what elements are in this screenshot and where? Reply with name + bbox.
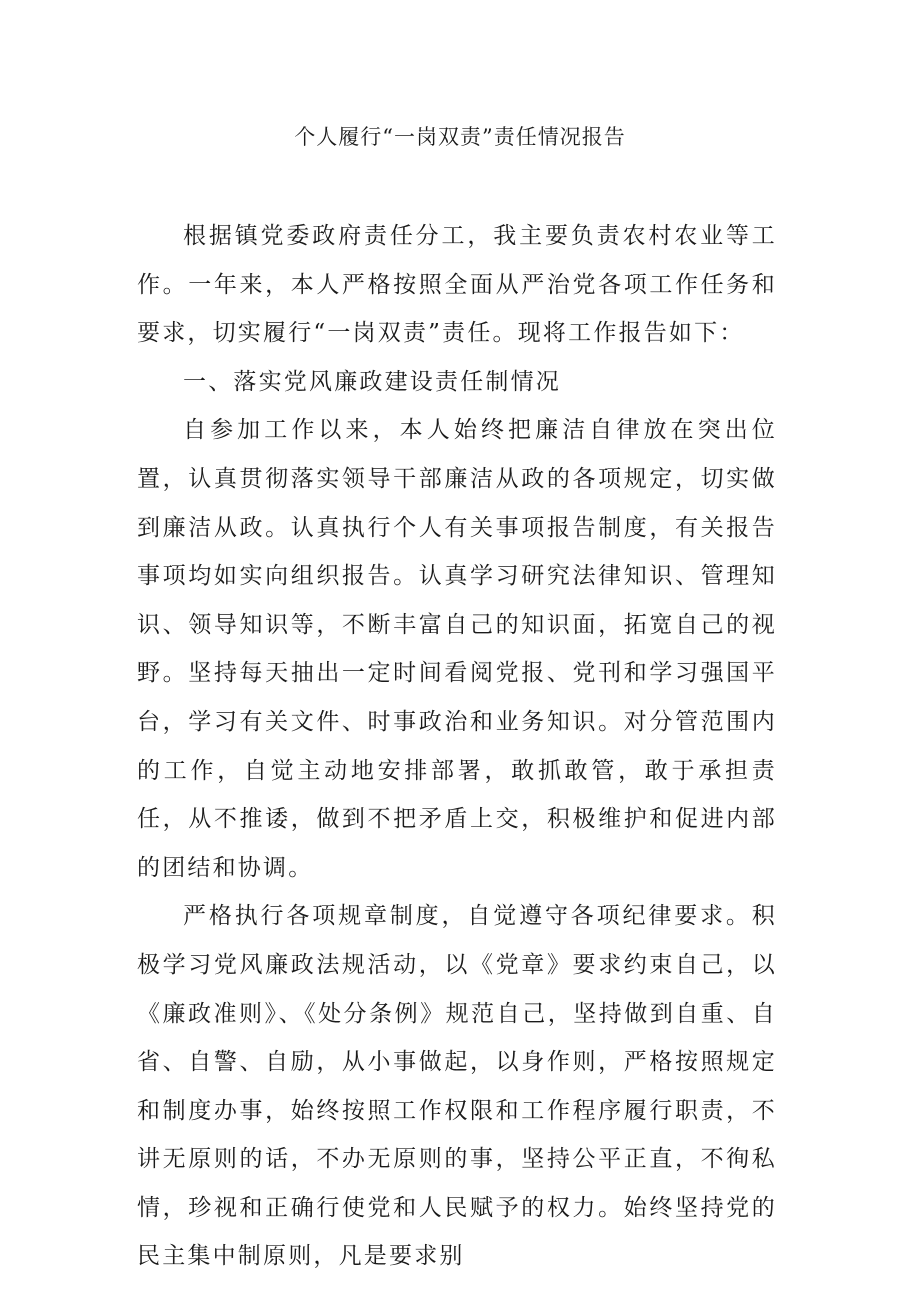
paragraph-rules: 严格执行各项规章制度，自觉遵守各项纪律要求。积极学习党风廉政法规活动，以《党章》要求约束自己，以《廉政准则》、《处分条例》规范自己，坚持做到自重、自省、自警、自励，从小事做起，以身作则，严格按照规定和制度办事，始终按照工作权限和工作程序履行职责，不讲无原则的话，不办无原则的事，坚持公平正直，不徇私情，珍视和正确行使党和人民赋予的权力。始终坚持党的民主集中制原则，凡是要求别 <box>137 903 777 1270</box>
section-heading: 一、落实党风廉政建设责任制情况 <box>183 368 561 395</box>
paragraph-self-discipline: 自参加工作以来，本人始终把廉洁自律放在突出位置，认真贯彻落实领导干部廉洁从政的各项规定，切实做到廉洁从政。认真执行个人有关事项报告制度，有关报告事项均如实向组织报告。认真学习研究法律知识、管理知识、领导知识等，不断丰富自己的知识面，拓宽自己的视野。坚持每天抽出一定时间看阅党报、党刊和学习强国平台，学习有关文件、时事政治和业务知识。对分管范围内的工作，自觉主动地安排部署，敢抓敢管，敢于承担责任，从不推诿，做到不把矛盾上交，积极维护和促进内部的团结和协调。 <box>137 417 777 881</box>
paragraph-intro: 根据镇党委政府责任分工，我主要负责农村农业等工作。一年来，本人严格按照全面从严治党各项工作任务和要求，切实履行“一岗双责”责任。现将工作报告如下： <box>137 223 777 347</box>
document-body <box>137 212 777 1281</box>
document-title: 个人履行“一岗双责”责任情况报告 <box>294 125 626 149</box>
